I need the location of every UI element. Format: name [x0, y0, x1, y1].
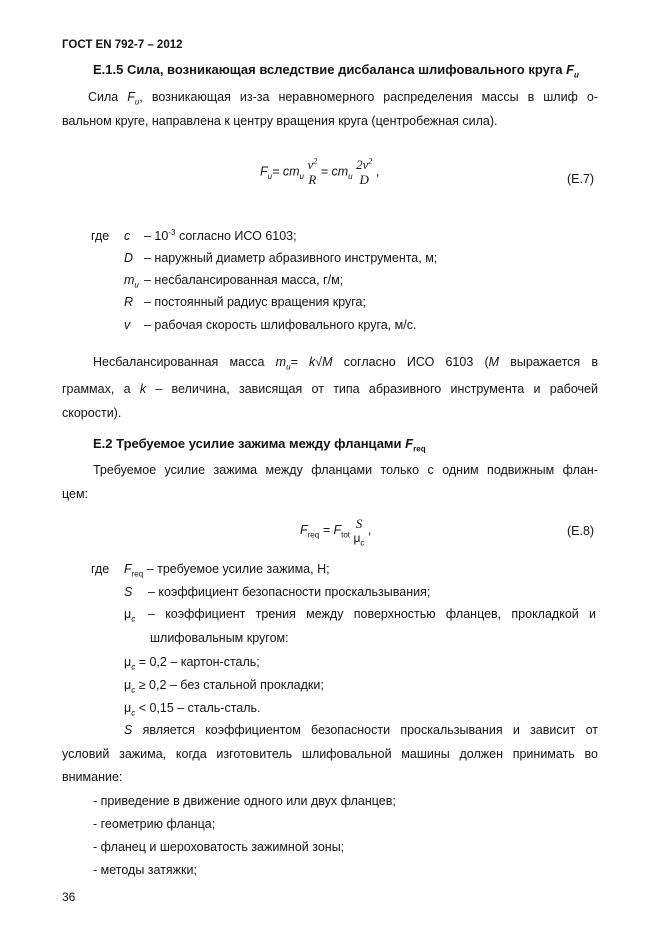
mu-case1-sub: c	[131, 662, 136, 672]
eq8-lhs: F	[300, 522, 308, 537]
paragraph-safety-line2	[62, 747, 598, 761]
where1-m-sub: u	[134, 280, 139, 290]
equation-e7	[260, 158, 379, 186]
bullet-item: - геометрию фланца;	[93, 817, 216, 831]
where1-item-m	[124, 273, 344, 290]
paragraph-safety-line1	[124, 723, 598, 737]
eq7-fraction-1	[307, 158, 317, 186]
paragraph-mass-line2	[62, 382, 598, 396]
mu-case3-text: < 0,15 – сталь-сталь.	[138, 701, 261, 715]
section-heading-e15	[93, 62, 579, 80]
where1-item-c	[124, 229, 297, 243]
section-heading-e2	[93, 436, 426, 454]
eq7-comma: ,	[375, 164, 380, 179]
where-label-2: где	[91, 562, 110, 576]
bullet-item: - методы затяжки;	[93, 863, 197, 877]
p2-text-a: Несбалансированная масса	[93, 355, 265, 369]
mu-case3-sub: c	[131, 708, 136, 718]
paragraph-mass-line3: скорости).	[62, 406, 122, 420]
eq8-fraction	[353, 516, 365, 548]
p3-line2-text: условий зажима, когда изготовитель шлифовальной машины должен принимать во	[62, 747, 598, 761]
equation-e8	[300, 516, 372, 548]
eq7-fraction-2	[356, 158, 372, 186]
where1-c-rest: согласно ИСО 6103;	[175, 229, 297, 243]
where2-s-symbol: S	[124, 585, 133, 599]
mu-case2-text: ≥ 0,2 – без стальной прокладки;	[138, 678, 324, 692]
p2-text-b: согласно ИСО 6103 (	[343, 355, 489, 369]
eq7-frac2-sup: 2	[368, 156, 373, 166]
where2-mu-text: – коэффициент трения между поверхностью фланцев, прокладкой и	[148, 607, 596, 621]
e2-p1-line1-text: Требуемое усилие зажима между фланцами только с одним подвижным флан-	[93, 463, 598, 477]
where1-r-symbol: R	[124, 295, 134, 309]
eq8-ftot: = F	[322, 522, 342, 537]
where2-mu-sub: c	[131, 614, 136, 624]
mu-case1-text: = 0,2 – картон-сталь;	[138, 655, 260, 669]
eq8-comma: ,	[367, 522, 372, 537]
eq7-lhs: F	[260, 164, 268, 179]
where1-m-text: – несбалансированная масса, г/м;	[144, 273, 344, 287]
paragraph-safety-line3: внимание:	[62, 770, 123, 784]
eq7-m2-sub: u	[348, 171, 353, 181]
where1-item-v	[124, 318, 416, 332]
p2-formula: = k√M	[290, 355, 333, 369]
equation-e8-number: (E.8)	[567, 524, 595, 538]
where2-mu-symbol: μ	[124, 607, 132, 621]
where1-item-r	[124, 295, 366, 309]
eq7-cm2: = cm	[320, 164, 349, 179]
paragraph-force-line2: вальном круге, направлена к центру вращения круга (центробежная сила).	[62, 114, 498, 128]
p2-symbol-M: M	[488, 355, 500, 369]
bullet-item: - фланец и шероховатость зажимной зоны;	[93, 840, 345, 854]
e2-heading-symbol-sub: req	[413, 444, 426, 454]
document-header: ГОСТ EN 792-7 – 2012	[62, 39, 183, 51]
where1-c-sup: -3	[168, 227, 176, 237]
p3-symbol-s: S	[124, 723, 133, 737]
eq7-cm1: = cm	[272, 164, 300, 179]
mu-case-steel	[124, 701, 261, 718]
p1-symbol: F	[127, 90, 135, 104]
eq8-lhs-sub: req	[307, 530, 320, 540]
eq7-frac2-den: D	[359, 172, 369, 187]
where1-r-text: – постоянный радиус вращения круга;	[144, 295, 366, 309]
p2-symbol-m: m	[275, 355, 287, 369]
paragraph-clamp-line2: цем:	[62, 487, 89, 501]
where1-c-text: – 10	[144, 229, 169, 243]
where1-v-symbol: v	[124, 318, 131, 332]
where2-item-mu	[124, 607, 598, 624]
eq8-frac-den: μ	[353, 531, 361, 545]
heading-symbol-f: F	[566, 62, 575, 77]
where2-item-freq	[124, 562, 330, 579]
p2-line2-a: граммах, а	[62, 382, 131, 396]
where2-s-text: – коэффициент безопасности проскальзывания;	[148, 585, 431, 599]
eq8-frac-den-sub: c	[360, 538, 365, 548]
where1-d-text: – наружный диаметр абразивного инструмента, м;	[144, 251, 438, 265]
paragraph-clamp-line1	[93, 463, 598, 477]
equation-e7-number: (E.7)	[567, 172, 595, 186]
mu-case2-symbol: μ	[124, 678, 132, 692]
eq8-tot-sub: tot	[341, 530, 351, 540]
section-heading-e15-text: Е.1.5 Сила, возникающая вследствие дисбаланса шлифовального круга	[93, 62, 563, 77]
p2-symbol-k: k	[139, 382, 147, 396]
p2-text-c: выражается в	[510, 355, 598, 369]
where-label-1: где	[91, 229, 110, 243]
p1-symbol-sub: u	[134, 97, 140, 107]
mu-case1-symbol: μ	[124, 655, 132, 669]
eq7-lhs-sub: u	[267, 171, 273, 181]
eq7-m-sub: u	[299, 171, 304, 181]
e2-heading-symbol: F	[405, 436, 414, 451]
where1-d-symbol: D	[124, 251, 134, 265]
p2-symbol-sub: u	[286, 362, 291, 372]
p3-line1-text: является коэффициентом безопасности проскальзывания и зависит от	[142, 723, 598, 737]
where2-freq-sub: req	[131, 569, 144, 579]
where1-m-symbol: m	[124, 273, 135, 287]
eq7-frac2-num: 2v	[356, 157, 369, 172]
p2-line2-b: – величина, зависящая от типа абразивного инструмента и рабочей	[155, 382, 598, 396]
heading-symbol-sub: u	[574, 70, 579, 80]
page-number: 36	[62, 890, 76, 904]
where2-freq-symbol: F	[124, 562, 132, 576]
bullet-item: - приведение в движение одного или двух фланцев;	[93, 794, 396, 808]
where1-item-d	[124, 251, 437, 265]
paragraph-mass-line1	[93, 355, 598, 372]
mu-case2-sub: c	[131, 685, 136, 695]
p1-text-b: , возникающая из-за неравномерного распределения массы в шлиф о-	[139, 90, 598, 104]
mu-case-no-steel	[124, 678, 324, 695]
where2-freq-text: – требуемое усилие зажима, Н;	[146, 562, 330, 576]
eq7-frac1-num: v	[307, 157, 314, 172]
paragraph-force-line1	[88, 90, 598, 107]
where2-mu-text-line2: шлифовальным кругом:	[150, 631, 289, 645]
where1-v-text: – рабочая скорость шлифовального круга, м/с.	[144, 318, 417, 332]
eq7-frac1-den: R	[308, 172, 317, 187]
mu-case-cardboard	[124, 655, 260, 672]
where2-item-s	[124, 585, 430, 599]
mu-case3-symbol: μ	[124, 701, 132, 715]
p1-text-a: Сила	[88, 90, 119, 104]
where1-c-symbol: c	[124, 229, 131, 243]
section-heading-e2-text: Е.2 Требуемое усилие зажима между фланцами	[93, 436, 402, 451]
eq8-frac-num: S	[355, 516, 363, 531]
eq7-frac1-sup: 2	[313, 156, 318, 166]
